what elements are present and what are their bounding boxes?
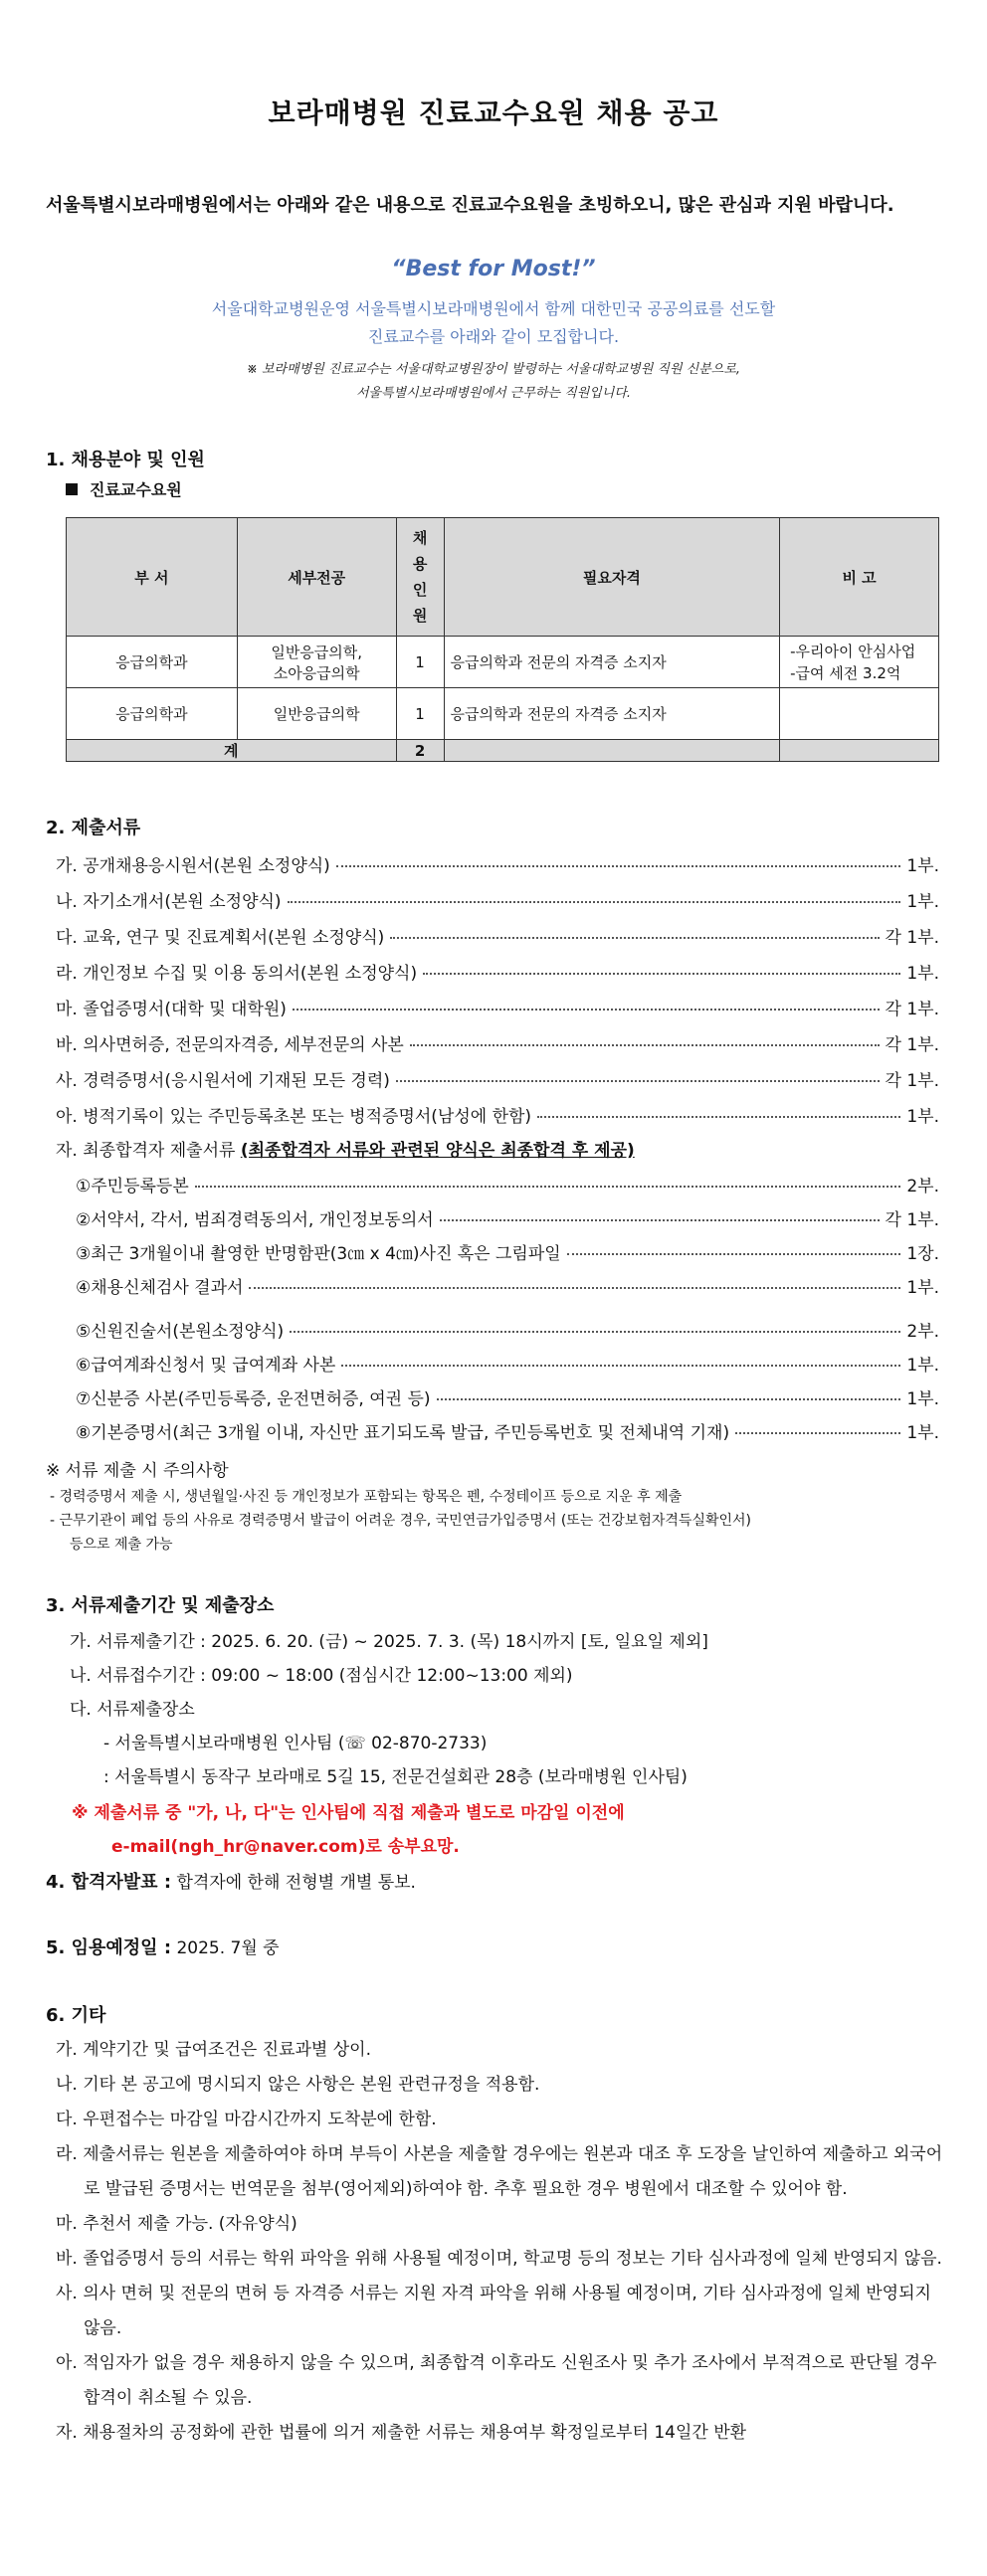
list-item-label: 나. 자기소개서(본원 소정양식) [56, 892, 282, 912]
list-item-count: 1부. [906, 1423, 939, 1443]
header-qualification: 필요자격 [444, 518, 780, 637]
list-item [76, 1205, 939, 1230]
submission-hours: 나. 서류접수기간 : 09:00 ~ 18:00 (점심시간 12:00~13:00 제외) [70, 1666, 573, 1686]
list-item [56, 959, 939, 984]
section4-line [46, 1868, 416, 1894]
list-item-count: 1부. [906, 1107, 939, 1127]
submission-period: 가. 서류제출기간 : 2025. 6. 20. (금) ~ 2025. 7. 3. (목) 18시까지 [토, 일요일 제외] [70, 1632, 708, 1652]
header-remarks: 비 고 [780, 518, 939, 637]
slogan-line-2: 진료교수를 아래와 같이 모집합니다. [367, 327, 620, 346]
list-item [76, 1239, 939, 1264]
submission-place-label: 다. 서류제출장소 [70, 1700, 195, 1720]
dotted-leader [290, 1331, 900, 1333]
dotted-leader [288, 901, 901, 903]
table-total-row [67, 740, 939, 762]
dotted-leader [249, 1287, 900, 1289]
caution-line: 등으로 제출 가능 [70, 1537, 173, 1553]
misc-item: 나. 기타 본 공고에 명시되지 않은 사항은 본원 관련규정을 적용함. [56, 2075, 540, 2095]
header-count-char: 원 [412, 607, 428, 625]
list-item-label: 아. 병적기록이 있는 주민등록초본 또는 병적증명서(남성에 한함) [56, 1107, 532, 1127]
final-docs-label: 자. 최종합격자 제출서류 [56, 1141, 236, 1161]
section1-subtitle-wrap [66, 477, 182, 500]
list-item [76, 1384, 939, 1409]
header-count [396, 518, 444, 637]
header-count-char: 용 [412, 555, 428, 573]
cell-remarks-line: -급여 세전 3.2억 [790, 663, 901, 682]
dotted-leader [195, 1186, 901, 1188]
misc-item: 사. 의사 면허 및 전문의 면허 등 자격증 서류는 지원 자격 파악을 위해 사용될 예정이며, 기타 심사과정에 일체 반영되지 않음. [56, 2284, 931, 2338]
section2-title: 2. 제출서류 [46, 818, 141, 838]
total-empty-cell [444, 740, 780, 762]
section1-subtitle: 진료교수요원 [90, 480, 182, 499]
section4-text: 합격자에 한해 전형별 개별 통보. [176, 1873, 416, 1893]
dotted-leader [423, 973, 900, 975]
list-item-label: 라. 개인정보 수집 및 이용 동의서(본원 소정양식) [56, 964, 418, 984]
list-item [56, 887, 939, 912]
submission-place-address: : 서울특별시 동작구 보라매로 5길 15, 전문건설회관 28층 (보라매병원 인사팀) [103, 1767, 688, 1787]
list-item [56, 995, 939, 1019]
list-item-count: 1부. [906, 892, 939, 912]
list-item-label: 사. 경력증명서(응시원서에 기재된 모든 경력) [56, 1071, 390, 1091]
list-item-label: ⑧기본증명서(최근 3개월 이내, 자신만 표기되도록 발급, 주민등록번호 및 전체내역 기재) [76, 1423, 730, 1443]
dotted-leader [440, 1219, 880, 1221]
total-label: 계 [67, 740, 397, 762]
dotted-leader [390, 937, 879, 939]
list-item [76, 1273, 939, 1298]
list-item-count: 각 1부. [885, 928, 939, 948]
definition-line-1: ※ 보라매병원 진료교수는 서울대학교병원장이 발령하는 서울대학교병원 직원 신분으로, [246, 362, 741, 377]
list-item [76, 1172, 939, 1196]
square-bullet-icon [66, 483, 78, 495]
cell-specialty: 일반응급의학 [237, 688, 396, 740]
final-docs-heading [56, 1136, 635, 1161]
dotted-leader [336, 865, 901, 867]
final-docs-note: (최종합격자 서류와 관련된 양식은 최종합격 후 제공) [240, 1141, 635, 1161]
dotted-leader [567, 1253, 901, 1255]
dotted-leader [537, 1116, 900, 1118]
misc-item: 마. 추천서 제출 가능. (자유양식) [56, 2214, 297, 2234]
section5-line [46, 1933, 280, 1959]
header-dept: 부 서 [67, 518, 238, 637]
list-item [76, 1317, 939, 1342]
list-item-label: ④채용신체검사 결과서 [76, 1278, 244, 1298]
cell-qualification: 응급의학과 전문의 자격증 소지자 [444, 637, 780, 688]
section6-title: 6. 기타 [46, 2005, 106, 2026]
list-item [56, 923, 939, 948]
recruitment-table [66, 517, 939, 762]
list-item-label: ⑥급여계좌신청서 및 급여계좌 사본 [76, 1356, 336, 1376]
email-notice-line-1: ※ 제출서류 중 "가, 나, 다"는 인사팀에 직접 제출과 별도로 마감일 이전에 [72, 1803, 625, 1823]
list-item [56, 1030, 939, 1055]
caution-line: - 경력증명서 제출 시, 생년월일·사진 등 개인정보가 포함되는 항목은 펜, 수정테이프 등으로 지운 후 제출 [50, 1489, 683, 1505]
table-header-row [67, 518, 939, 637]
header-specialty: 세부전공 [237, 518, 396, 637]
section5-text: 2025. 7월 중 [176, 1938, 280, 1958]
list-item [56, 851, 939, 876]
misc-item: 다. 우편접수는 마감일 마감시간까지 도착분에 한함. [56, 2110, 437, 2129]
cell-dept: 응급의학과 [67, 637, 238, 688]
dotted-leader [396, 1080, 880, 1082]
dotted-leader [410, 1044, 880, 1046]
email-notice-line-2[interactable]: e-mail(ngh_hr@naver.com)로 송부요망. [111, 1837, 460, 1857]
cell-specialty [237, 637, 396, 688]
misc-list [56, 2033, 951, 2451]
total-count: 2 [396, 740, 444, 762]
section1-title: 1. 채용분야 및 인원 [46, 450, 205, 470]
list-item [76, 1418, 939, 1443]
cell-remarks [780, 637, 939, 688]
list-item-count: 1부. [906, 1356, 939, 1376]
list-item-label: ②서약서, 각서, 범죄경력동의서, 개인정보동의서 [76, 1210, 434, 1230]
definition-line-2: 서울특별시보라매병원에서 근무하는 직원입니다. [355, 386, 632, 401]
list-item-count: 1부. [906, 856, 939, 876]
list-item-label: ⑤신원진술서(본원소정양식) [76, 1322, 285, 1342]
dotted-leader [293, 1009, 880, 1011]
cell-remarks [780, 688, 939, 740]
list-item-label: 바. 의사면허증, 전문의자격증, 세부전문의 사본 [56, 1035, 404, 1055]
cell-specialty-line: 소아응급의학 [273, 663, 360, 682]
list-item-count: 2부. [906, 1177, 939, 1196]
list-item-count: 2부. [906, 1322, 939, 1342]
cell-specialty-line: 일반응급의학, [271, 643, 363, 661]
intro-paragraph: 서울특별시보라매병원에서는 아래와 같은 내용으로 진료교수요원을 초빙하오니, 많은 관심과 지원 바랍니다. [46, 195, 894, 216]
slogan-line-1: 서울대학교병원운영 서울특별시보라매병원에서 함께 대한민국 공공의료를 선도할 [211, 299, 776, 318]
list-item [76, 1351, 939, 1376]
cell-remarks-line: -우리아이 안심사업 [790, 642, 916, 660]
slogan-headline: “Best for Most!” [391, 257, 596, 281]
table-row [67, 688, 939, 740]
list-item-count: 각 1부. [885, 1000, 939, 1019]
total-empty-cell [780, 740, 939, 762]
list-item [56, 1102, 939, 1127]
misc-item: 자. 채용절차의 공정화에 관한 법률에 의거 제출한 서류는 채용여부 확정일로부터 14일간 반환 [56, 2423, 747, 2443]
table-row [67, 637, 939, 688]
list-item-label: 마. 졸업증명서(대학 및 대학원) [56, 1000, 287, 1019]
list-item-count: 1부. [906, 1389, 939, 1409]
list-item-count: 1부. [906, 1278, 939, 1298]
cell-count: 1 [396, 688, 444, 740]
header-count-char: 채 [412, 529, 428, 547]
cell-qualification: 응급의학과 전문의 자격증 소지자 [444, 688, 780, 740]
caution-line: - 근무기관이 폐업 등의 사유로 경력증명서 발급이 어려운 경우, 국민연금가입증명서 (또는 건강보험자격득실확인서) [50, 1513, 752, 1529]
dotted-leader [437, 1398, 901, 1400]
page-title: 보라매병원 진료교수요원 채용 공고 [268, 96, 719, 129]
cell-dept: 응급의학과 [67, 688, 238, 740]
cell-count: 1 [396, 637, 444, 688]
list-item-count: 각 1부. [885, 1035, 939, 1055]
dotted-leader [341, 1365, 900, 1367]
list-item-count: 1부. [906, 964, 939, 984]
list-item-label: 가. 공개채용응시원서(본원 소정양식) [56, 856, 330, 876]
list-item-label: ①주민등록등본 [76, 1177, 189, 1196]
section4-title: 4. 합격자발표 : [46, 1872, 172, 1893]
section5-title: 5. 임용예정일 : [46, 1937, 172, 1958]
misc-item: 바. 졸업증명서 등의 서류는 학위 파악을 위해 사용될 예정이며, 학교명 등의 정보는 기타 심사과정에 일체 반영되지 않음. [56, 2249, 942, 2269]
list-item-label: ⑦신분증 사본(주민등록증, 운전면허증, 여권 등) [76, 1389, 431, 1409]
caution-title: ※ 서류 제출 시 주의사항 [46, 1461, 229, 1481]
misc-item: 가. 계약기간 및 급여조건은 진료과별 상이. [56, 2040, 372, 2060]
list-item-label: 다. 교육, 연구 및 진료계획서(본원 소정양식) [56, 928, 385, 948]
list-item-count: 각 1부. [885, 1071, 939, 1091]
misc-item: 라. 제출서류는 원본을 제출하여야 하며 부득이 사본을 제출할 경우에는 원본과 대조 후 도장을 날인하여 제출하고 외국어로 발급된 증명서는 번역문을 첨부(영어제외)하여야 함. 추후 필요한 경우 병원에서 대조할 수 있어야 함. [56, 2144, 943, 2199]
list-item-count: 각 1부. [885, 1210, 939, 1230]
misc-item: 아. 적임자가 없을 경우 채용하지 않을 수 있으며, 최종합격 이후라도 신원조사 및 추가 조사에서 부적격으로 판단될 경우 합격이 취소될 수 있음. [56, 2353, 937, 2408]
list-item [56, 1066, 939, 1091]
list-item-label: ③최근 3개월이내 촬영한 반명함판(3㎝ x 4㎝)사진 혹은 그림파일 [76, 1244, 561, 1264]
submission-place-team: - 서울특별시보라매병원 인사팀 (☏ 02-870-2733) [103, 1734, 488, 1753]
section3-title: 3. 서류제출기간 및 제출장소 [46, 1595, 275, 1616]
dotted-leader [735, 1432, 900, 1434]
header-count-char: 인 [412, 581, 428, 599]
list-item-count: 1장. [906, 1244, 939, 1264]
